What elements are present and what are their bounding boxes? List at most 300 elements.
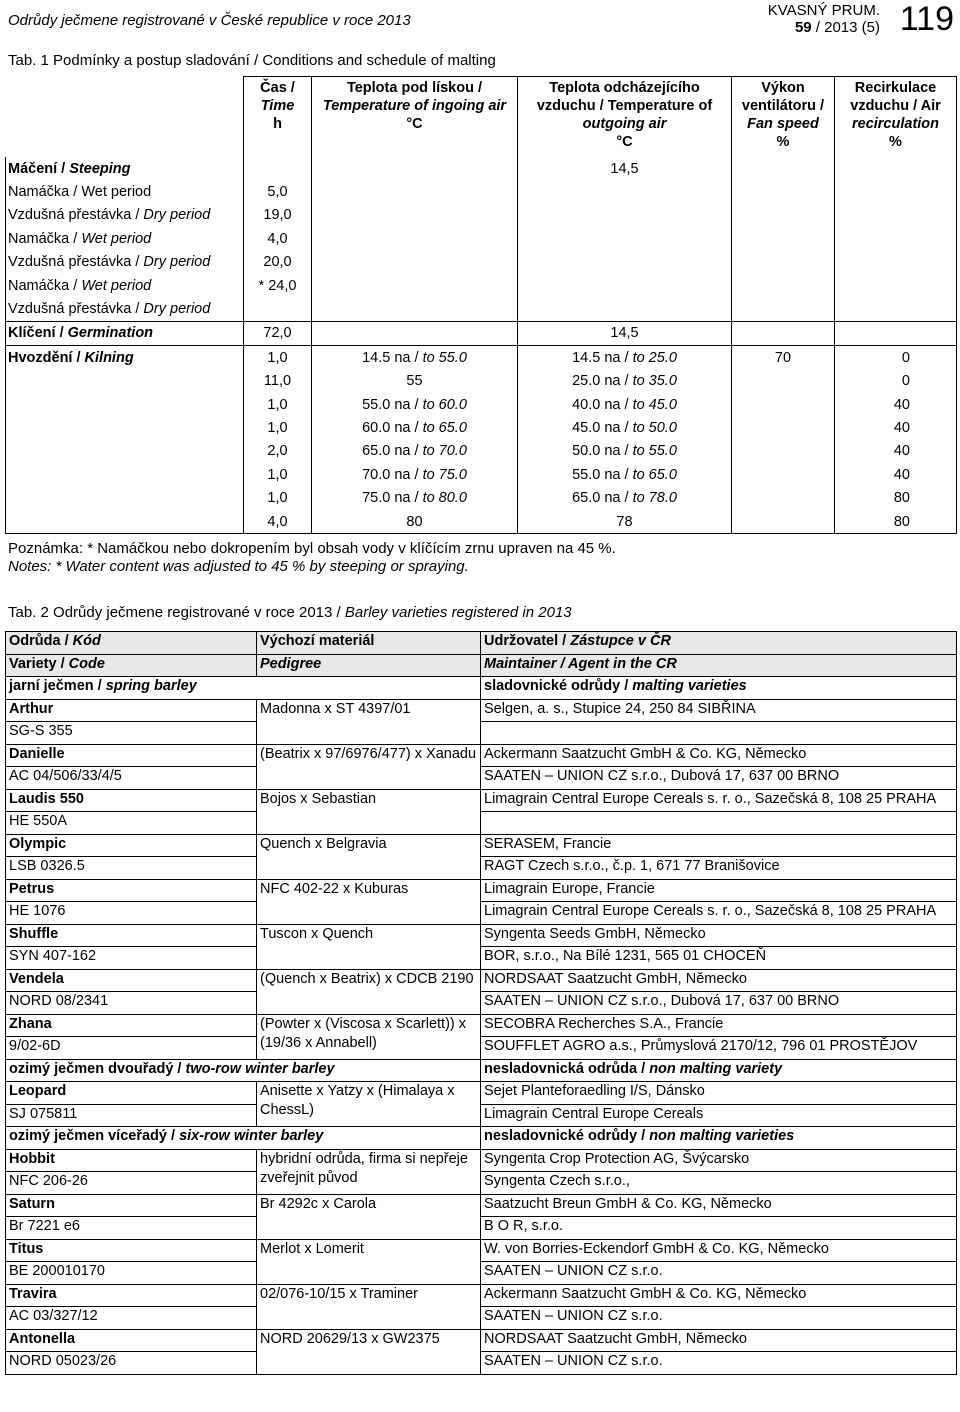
variety-code-row [6, 767, 957, 790]
time-cell: 5,0 [244, 180, 312, 203]
variety-code-row [6, 1104, 957, 1127]
variety-code-row [6, 902, 957, 925]
variety-pedigree: Anisette x Yatzy x (Himalaya x ChessL) [257, 1082, 481, 1127]
time-cell: * 24,0 [244, 274, 312, 297]
ingoing-air-header: Teplota pod lískou / Temperature of ingoing air °C [312, 77, 518, 158]
fan-speed-header: Výkon ventilátoru / Fan speed % [732, 77, 835, 158]
step-label [6, 227, 244, 250]
step-label [6, 416, 244, 439]
variety-maintainer: Ackermann Saatzucht GmbH & Co. KG, Německo [481, 744, 957, 767]
recirculation-cell [835, 180, 957, 203]
page-header [0, 0, 960, 40]
step-label-en: Wet period [81, 230, 152, 247]
variety-code-row [6, 1262, 957, 1285]
fan-speed-cell [732, 274, 835, 297]
table2-header-row-1 [6, 632, 957, 655]
outgoing-to: to 55.0 [632, 443, 677, 460]
time-cell: 1,0 [244, 393, 312, 416]
page-number: 119 [899, 0, 954, 38]
ingoing-from: 65.0 na / [362, 443, 423, 460]
variety-name: Vendela [6, 969, 257, 992]
malting-conditions-table [5, 76, 957, 534]
ingoing-temp-cell [312, 274, 518, 297]
step-label [6, 251, 244, 274]
variety-pedigree: (Powter x (Viscosa x Scarlett)) x (19/36 x Annabell) [257, 1014, 481, 1059]
magazine-name: KVASNÝ PRUM. [767, 2, 880, 19]
step-label-en: Steeping [69, 160, 131, 177]
variety-maintainer: Limagrain Europe, Francie [481, 879, 957, 902]
step-label [6, 274, 244, 297]
variety-agent: SAATEN – UNION CZ s.r.o., Dubová 17, 637 00 BRNO [481, 767, 957, 790]
time-cell: 1,0 [244, 416, 312, 439]
variety-pedigree: 02/076-10/15 x Traminer [257, 1284, 481, 1329]
step-label [6, 393, 244, 416]
variety-agent: Limagrain Central Europe Cereals [481, 1104, 957, 1127]
outgoing-to: to 65.0 [632, 466, 677, 483]
issue-rest: / 2013 (5) [811, 19, 880, 36]
variety-name: Shuffle [6, 924, 257, 947]
variety-agent: RAGT Czech s.r.o., č.p. 1, 671 77 Branišovice [481, 857, 957, 880]
malting-row [6, 370, 957, 393]
step-label-cz: Hvozdění / [8, 349, 85, 366]
outgoing-temp-cell [518, 370, 732, 393]
section-row [6, 1127, 957, 1150]
section-category-cz: nesladovnické odrůdy / [484, 1128, 650, 1144]
pedigree-col-header: Výchozí materiál [257, 632, 481, 655]
variety-code: HE 550A [6, 812, 257, 835]
malting-row [6, 297, 957, 321]
outgoing-temp-cell [518, 440, 732, 463]
step-label [6, 370, 244, 393]
ingoing-temp-cell [312, 416, 518, 439]
ingoing-from: 75.0 na / [362, 490, 423, 507]
section-category-cz: nesladovnická odrůda / [484, 1060, 650, 1077]
variety-maintainer: Syngenta Crop Protection AG, Švýcarsko [481, 1149, 957, 1172]
variety-agent [481, 812, 957, 835]
time-header: Čas / Time h [244, 77, 312, 158]
table1-note [8, 540, 616, 576]
outgoing-temp-cell [518, 486, 732, 509]
section-title-cz: ozimý ječmen víceřadý / [9, 1128, 180, 1144]
malting-row [6, 227, 957, 250]
recirculation-cell [835, 297, 957, 321]
variety-row [6, 1329, 957, 1352]
pedigree-col-header-en: Pedigree [257, 654, 481, 677]
recirculation-cell: 80 [835, 510, 957, 534]
recirculation-cell [835, 204, 957, 227]
section-category-en: malting varieties [632, 678, 747, 694]
outgoing-temp-cell [518, 393, 732, 416]
time-cell: 2,0 [244, 440, 312, 463]
variety-name: Petrus [6, 879, 257, 902]
variety-row [6, 744, 957, 767]
outgoing-temp-cell [518, 204, 732, 227]
step-label [6, 180, 244, 203]
variety-maintainer: SERASEM, Francie [481, 834, 957, 857]
issue-volume: 59 [794, 19, 812, 36]
variety-name: Leopard [6, 1082, 257, 1105]
outgoing-air-header: Teplota odcházejícího vzduchu / Temperature of outgoing air °C [518, 77, 732, 158]
time-cell: 4,0 [244, 510, 312, 534]
malting-row [6, 346, 957, 370]
section-category-cz: sladovnické odrůdy / [484, 678, 633, 694]
variety-maintainer: Saatzucht Breun GmbH & Co. KG, Německo [481, 1194, 957, 1217]
fan-speed-cell [732, 416, 835, 439]
maintainer-col-header: Udržovatel / Zástupce v ČR [481, 632, 957, 655]
section-category-en: non malting varieties [649, 1128, 795, 1144]
ingoing-temp-cell [312, 321, 518, 345]
variety-row [6, 969, 957, 992]
ingoing-from: 14.5 na / [362, 349, 423, 366]
variety-code-row [6, 1172, 957, 1195]
recirculation-cell: 0 [835, 346, 957, 370]
outgoing-temp-cell [518, 297, 732, 321]
outgoing-temp-cell: 14,5 [518, 157, 732, 180]
ingoing-from: 60.0 na / [362, 419, 423, 436]
note-cz: Poznámka: * Namáčkou nebo dokropením byl obsah vody v klíčícím zrnu upraven na 45 %. [8, 540, 616, 557]
step-label-cz: Máčení / [8, 160, 70, 177]
variety-row [6, 699, 957, 722]
outgoing-temp-cell [518, 274, 732, 297]
variety-row [6, 879, 957, 902]
ingoing-to: to 80.0 [422, 490, 467, 507]
step-label-cz: Vzdušná přestávka / [8, 254, 144, 271]
outgoing-from: 25.0 na / [572, 373, 633, 390]
variety-pedigree: NORD 20629/13 x GW2375 [257, 1329, 481, 1374]
malting-row [6, 510, 957, 534]
magazine-info [768, 2, 880, 36]
fan-speed-cell [732, 204, 835, 227]
recirculation-cell: 80 [835, 486, 957, 509]
malting-row [6, 204, 957, 227]
recirculation-cell [835, 274, 957, 297]
step-label [6, 440, 244, 463]
label-header [6, 77, 244, 158]
section-title-cz: ozimý ječmen dvouřadý / [9, 1060, 186, 1077]
variety-code-row [6, 992, 957, 1015]
variety-code: NORD 08/2341 [6, 992, 257, 1015]
section-category [481, 1127, 957, 1150]
outgoing-temp-cell [518, 346, 732, 370]
variety-pedigree: Bojos x Sebastian [257, 789, 481, 834]
outgoing-to: to 78.0 [632, 490, 677, 507]
time-cell: 11,0 [244, 370, 312, 393]
recirculation-cell [835, 321, 957, 345]
variety-pedigree: (Quench x Beatrix) x CDCB 2190 [257, 969, 481, 1014]
section-title-en: spring barley [105, 678, 197, 694]
step-label-cz: Klíčení / [8, 325, 68, 342]
malting-row [6, 393, 957, 416]
time-cell: 19,0 [244, 204, 312, 227]
variety-agent: Limagrain Central Europe Cereals s. r. o., Sazečská 8, 108 25 PRAHA [481, 902, 957, 925]
ingoing-to: to 70.0 [422, 443, 467, 460]
malting-row [6, 486, 957, 509]
table2-caption [8, 604, 572, 621]
step-label-cz: Namáčka / Wet period [8, 184, 152, 201]
ingoing-to: to 55.0 [422, 349, 467, 366]
time-cell: 72,0 [244, 321, 312, 345]
variety-code-row [6, 1307, 957, 1330]
variety-col-header: Odrůda / Kód [6, 632, 257, 655]
outgoing-temp-cell [518, 180, 732, 203]
section-title [6, 1059, 481, 1082]
outgoing-temp-cell [518, 227, 732, 250]
malting-row [6, 274, 957, 297]
variety-code-row [6, 722, 957, 745]
outgoing-from: 55.0 na / [572, 466, 633, 483]
time-cell: 1,0 [244, 463, 312, 486]
variety-pedigree: Quench x Belgravia [257, 834, 481, 879]
ingoing-temp-cell: 55 [312, 370, 518, 393]
ingoing-temp-cell [312, 486, 518, 509]
ingoing-temp-cell [312, 463, 518, 486]
fan-speed-cell [732, 321, 835, 345]
step-label-en: Dry period [143, 207, 211, 224]
variety-code: AC 04/506/33/4/5 [6, 767, 257, 790]
ingoing-from: 55.0 na / [362, 396, 423, 413]
variety-code: AC 03/327/12 [6, 1307, 257, 1330]
variety-row [6, 1284, 957, 1307]
variety-name: Zhana [6, 1014, 257, 1037]
malting-row [6, 251, 957, 274]
variety-maintainer: W. von Borries-Eckendorf GmbH & Co. KG, Německo [481, 1239, 957, 1262]
fan-speed-cell [732, 180, 835, 203]
malting-row [6, 440, 957, 463]
step-label-en: Dry period [143, 301, 211, 318]
variety-code-row [6, 1217, 957, 1240]
fan-speed-cell [732, 486, 835, 509]
malting-row [6, 157, 957, 180]
variety-name: Arthur [6, 699, 257, 722]
section-row [6, 1059, 957, 1082]
fan-speed-cell [732, 251, 835, 274]
variety-maintainer: Selgen, a. s., Stupice 24, 250 84 SIBŘINA [481, 699, 957, 722]
outgoing-temp-cell [518, 416, 732, 439]
step-label-en: Kilning [84, 349, 134, 366]
variety-pedigree: Br 4292c x Carola [257, 1194, 481, 1239]
variety-code: HE 1076 [6, 902, 257, 925]
variety-code-row [6, 857, 957, 880]
malting-row [6, 416, 957, 439]
variety-row [6, 1082, 957, 1105]
ingoing-temp-cell [312, 204, 518, 227]
malting-row [6, 321, 957, 345]
outgoing-from: 40.0 na / [572, 396, 633, 413]
section-category-en: non malting variety [649, 1060, 783, 1077]
recirculation-cell [835, 157, 957, 180]
step-label-cz: Vzdušná přestávka / [8, 207, 144, 224]
outgoing-to: to 45.0 [632, 396, 677, 413]
variety-maintainer: NORDSAAT Saatzucht GmbH, Německo [481, 1329, 957, 1352]
step-label-cz: Namáčka / [8, 230, 82, 247]
ingoing-temp-cell: 80 [312, 510, 518, 534]
variety-agent: Syngenta Czech s.r.o., [481, 1172, 957, 1195]
step-label-en: Wet period [81, 277, 152, 294]
variety-agent: SOUFFLET AGRO a.s., Průmyslová 2170/12, 796 01 PROSTĚJOV [481, 1037, 957, 1060]
variety-code: SYN 407-162 [6, 947, 257, 970]
fan-speed-cell [732, 157, 835, 180]
fan-speed-cell [732, 393, 835, 416]
variety-name: Danielle [6, 744, 257, 767]
ingoing-to: to 60.0 [422, 396, 467, 413]
recirculation-cell: 40 [835, 416, 957, 439]
step-label [6, 463, 244, 486]
fan-speed-cell [732, 227, 835, 250]
variety-code: BE 200010170 [6, 1262, 257, 1285]
variety-agent: SAATEN – UNION CZ s.r.o. [481, 1352, 957, 1375]
time-cell: 1,0 [244, 346, 312, 370]
step-label [6, 346, 244, 370]
variety-agent [481, 722, 957, 745]
variety-maintainer: Ackermann Saatzucht GmbH & Co. KG, Německo [481, 1284, 957, 1307]
section-row [6, 677, 957, 700]
variety-pedigree: Tuscon x Quench [257, 924, 481, 969]
variety-code: SJ 075811 [6, 1104, 257, 1127]
outgoing-temp-cell [518, 251, 732, 274]
outgoing-to: to 50.0 [632, 419, 677, 436]
ingoing-to: to 65.0 [422, 419, 467, 436]
variety-pedigree: NFC 402-22 x Kuburas [257, 879, 481, 924]
variety-code: NORD 05023/26 [6, 1352, 257, 1375]
variety-maintainer: Syngenta Seeds GmbH, Německo [481, 924, 957, 947]
time-cell: 4,0 [244, 227, 312, 250]
ingoing-to: to 75.0 [422, 466, 467, 483]
ingoing-temp-cell [312, 157, 518, 180]
outgoing-to: to 35.0 [632, 373, 677, 390]
variety-agent: SAATEN – UNION CZ s.r.o. [481, 1262, 957, 1285]
section-title-en: two-row winter barley [185, 1060, 335, 1077]
variety-code: SG-S 355 [6, 722, 257, 745]
step-label [6, 510, 244, 534]
variety-agent: SAATEN – UNION CZ s.r.o. [481, 1307, 957, 1330]
time-cell: 1,0 [244, 486, 312, 509]
section-title-cz: jarní ječmen / [9, 678, 106, 694]
outgoing-from: 65.0 na / [572, 490, 633, 507]
variety-pedigree: (Beatrix x 97/6976/477) x Xanadu [257, 744, 481, 789]
time-cell: 20,0 [244, 251, 312, 274]
variety-row [6, 1014, 957, 1037]
variety-pedigree: Madonna x ST 4397/01 [257, 699, 481, 744]
variety-row [6, 1149, 957, 1172]
step-label [6, 157, 244, 180]
step-label-en: Dry period [143, 254, 211, 271]
variety-code-row [6, 812, 957, 835]
step-label-cz: Namáčka / [8, 277, 82, 294]
ingoing-temp-cell [312, 227, 518, 250]
variety-code-row [6, 1037, 957, 1060]
ingoing-temp-cell [312, 346, 518, 370]
recirculation-cell: 40 [835, 440, 957, 463]
recirculation-cell: 40 [835, 393, 957, 416]
issue [768, 19, 880, 36]
variety-row [6, 789, 957, 812]
variety-row [6, 834, 957, 857]
barley-varieties-table [5, 631, 957, 1375]
time-cell [244, 157, 312, 180]
malting-row [6, 180, 957, 203]
variety-name: Antonella [6, 1329, 257, 1352]
variety-name: Hobbit [6, 1149, 257, 1172]
step-label [6, 204, 244, 227]
outgoing-temp-cell [518, 463, 732, 486]
variety-code-row [6, 947, 957, 970]
outgoing-from: 14.5 na / [572, 349, 633, 366]
malting-rows [6, 157, 957, 534]
ingoing-temp-cell [312, 440, 518, 463]
varieties-rows [6, 632, 957, 1375]
section-category [481, 1059, 957, 1082]
variety-pedigree: hybridní odrůda, firma si nepřeje zveřejnit původ [257, 1149, 481, 1194]
fan-speed-cell [732, 370, 835, 393]
recirculation-cell [835, 227, 957, 250]
fan-speed-cell [732, 440, 835, 463]
ingoing-from: 70.0 na / [362, 466, 423, 483]
variety-name: Olympic [6, 834, 257, 857]
outgoing-temp-cell: 14,5 [518, 321, 732, 345]
variety-name: Laudis 550 [6, 789, 257, 812]
variety-code-row [6, 1352, 957, 1375]
variety-col-header-en: Variety / Code [6, 654, 257, 677]
step-label [6, 321, 244, 345]
variety-agent: SAATEN – UNION CZ s.r.o., Dubová 17, 637 00 BRNO [481, 992, 957, 1015]
variety-row [6, 1239, 957, 1262]
time-cell [244, 297, 312, 321]
recirculation-cell: 40 [835, 463, 957, 486]
fan-speed-cell [732, 297, 835, 321]
variety-code: 9/02-6D [6, 1037, 257, 1060]
section-title [6, 1127, 481, 1150]
variety-maintainer: SECOBRA Recherches S.A., Francie [481, 1014, 957, 1037]
recirculation-cell [835, 251, 957, 274]
variety-code: NFC 206-26 [6, 1172, 257, 1195]
malting-row [6, 463, 957, 486]
step-label-cz: Vzdušná přestávka / [8, 301, 144, 318]
ingoing-temp-cell [312, 251, 518, 274]
variety-name: Titus [6, 1239, 257, 1262]
fan-speed-cell [732, 463, 835, 486]
variety-maintainer: NORDSAAT Saatzucht GmbH, Německo [481, 969, 957, 992]
fan-speed-cell [732, 510, 835, 534]
fan-speed-cell: 70 [732, 346, 835, 370]
note-en: Notes: * Water content was adjusted to 45 % by steeping or spraying. [8, 558, 469, 575]
variety-name: Saturn [6, 1194, 257, 1217]
outgoing-from: 45.0 na / [572, 419, 633, 436]
recirculation-header: Recirkulace vzduchu / Air recirculation % [835, 77, 957, 158]
ingoing-temp-cell [312, 393, 518, 416]
table2-header-row-2 [6, 654, 957, 677]
section-title-en: six-row winter barley [179, 1128, 324, 1144]
variety-code: Br 7221 e6 [6, 1217, 257, 1240]
variety-name: Travira [6, 1284, 257, 1307]
outgoing-from: 50.0 na / [572, 443, 633, 460]
ingoing-temp-cell [312, 180, 518, 203]
running-title: Odrůdy ječmene registrované v České republice v roce 2013 [8, 12, 411, 29]
step-label-en: Germination [67, 325, 154, 342]
variety-maintainer: Limagrain Central Europe Cereals s. r. o., Sazečská 8, 108 25 PRAHA [481, 789, 957, 812]
section-title [6, 677, 481, 700]
table2-caption-en: Barley varieties registered in 2013 [344, 604, 572, 621]
recirculation-cell: 0 [835, 370, 957, 393]
section-category [481, 677, 957, 700]
variety-maintainer: Sejet Planteforaedling I/S, Dánsko [481, 1082, 957, 1105]
maintainer-col-header-en: Maintainer / Agent in the CR [481, 654, 957, 677]
ingoing-temp-cell [312, 297, 518, 321]
variety-row [6, 1194, 957, 1217]
variety-agent: BOR, s.r.o., Na Bílé 1231, 565 01 CHOCEŇ [481, 947, 957, 970]
variety-row [6, 924, 957, 947]
outgoing-temp-cell: 78 [518, 510, 732, 534]
table1-caption: Tab. 1 Podmínky a postup sladování / Conditions and schedule of malting [8, 52, 496, 69]
